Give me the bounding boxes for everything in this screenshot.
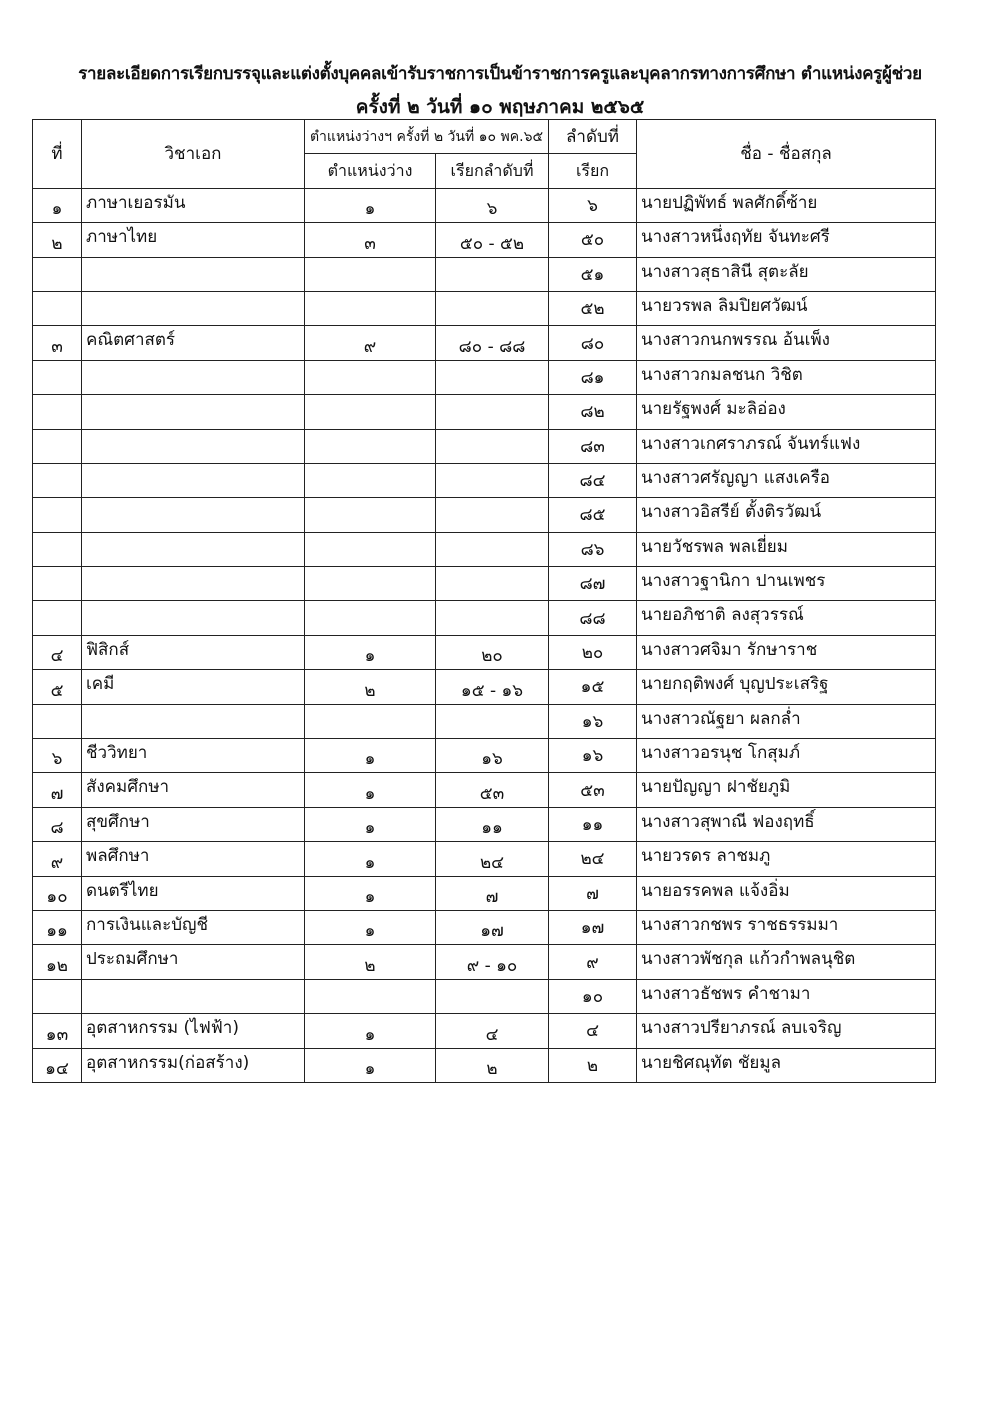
major-cell (82, 360, 305, 394)
call-range-cell (436, 257, 549, 291)
vacancy-cell: ๑ (305, 807, 436, 841)
vacancy-cell (305, 429, 436, 463)
rank-cell: ๔ (549, 1014, 637, 1048)
table-row (33, 807, 936, 841)
name-cell: นางสาวศรัญญา แสงเครือ (637, 463, 936, 497)
major-cell (82, 979, 305, 1013)
rank-cell: ๘๒ (549, 395, 637, 429)
header-no: ที่ (33, 120, 82, 189)
rank-cell: ๘๖ (549, 532, 637, 566)
row-number: ๗ (33, 773, 82, 807)
rank-cell: ๕๒ (549, 291, 637, 325)
call-range-cell (436, 601, 549, 635)
call-range-cell: ๒ (436, 1048, 549, 1082)
major-cell: สังคมศึกษา (82, 773, 305, 807)
call-range-cell: ๙ - ๑๐ (436, 945, 549, 979)
name-cell: นายชิศณุทัต ชัยมูล (637, 1048, 936, 1082)
table-row (33, 601, 936, 635)
table-row (33, 1048, 936, 1082)
name-cell: นายปฏิพัทธ์ พลศักดิ์ซ้าย (637, 188, 936, 222)
call-range-cell (436, 395, 549, 429)
row-number: ๑๔ (33, 1048, 82, 1082)
header-call-range: เรียกลำดับที่ (436, 154, 549, 188)
name-cell: นางสาวปรียาภรณ์ ลบเจริญ (637, 1014, 936, 1048)
vacancy-cell: ๑ (305, 1014, 436, 1048)
name-cell: นางสาวหนึ่งฤทัย จันทะศรี (637, 223, 936, 257)
vacancy-cell: ๒ (305, 670, 436, 704)
call-range-cell: ๑๑ (436, 807, 549, 841)
row-number: ๑ (33, 188, 82, 222)
header-name: ชื่อ - ชื่อสกุล (637, 120, 936, 189)
call-range-cell: ๖ (436, 188, 549, 222)
major-cell: อุตสาหกรรม (ไฟฟ้า) (82, 1014, 305, 1048)
rank-cell: ๑๑ (549, 807, 637, 841)
major-cell: คณิตศาสตร์ (82, 326, 305, 360)
vacancy-cell (305, 257, 436, 291)
call-range-cell: ๑๖ (436, 739, 549, 773)
call-range-cell: ๗ (436, 876, 549, 910)
rank-cell: ๑๐ (549, 979, 637, 1013)
vacancy-cell: ๑ (305, 188, 436, 222)
table-row (33, 498, 936, 532)
name-cell: นายรัฐพงศ์ มะลิอ่อง (637, 395, 936, 429)
major-cell: พลศึกษา (82, 842, 305, 876)
major-cell: ประถมศึกษา (82, 945, 305, 979)
name-cell: นายอภิชาติ ลงสุวรรณ์ (637, 601, 936, 635)
name-cell: นางสาวสุธาสินี สุตะลัย (637, 257, 936, 291)
row-number (33, 291, 82, 325)
vacancy-cell (305, 532, 436, 566)
row-number: ๑๒ (33, 945, 82, 979)
table-row (33, 773, 936, 807)
major-cell (82, 463, 305, 497)
table-row (33, 291, 936, 325)
call-range-cell: ๔ (436, 1014, 549, 1048)
vacancy-cell: ๓ (305, 223, 436, 257)
row-number (33, 395, 82, 429)
document-subtitle: ครั้งที่ ๒ วันที่ ๑๐ พฤษภาคม ๒๕๖๕ (355, 96, 645, 118)
row-number: ๖ (33, 739, 82, 773)
table-row (33, 635, 936, 669)
name-cell: นายปัญญา ฝาชัยภูมิ (637, 773, 936, 807)
call-range-cell: ๑๗ (436, 910, 549, 944)
rank-cell: ๘๕ (549, 498, 637, 532)
call-range-cell (436, 704, 549, 738)
table-row (33, 910, 936, 944)
major-cell (82, 567, 305, 601)
major-cell (82, 704, 305, 738)
row-number (33, 532, 82, 566)
header-vacancy: ตำแหน่งว่าง (305, 154, 436, 188)
name-cell: นางสาวกชพร ราชธรรมมา (637, 910, 936, 944)
row-number: ๙ (33, 842, 82, 876)
major-cell (82, 601, 305, 635)
row-number (33, 498, 82, 532)
rank-cell: ๙ (549, 945, 637, 979)
row-number (33, 257, 82, 291)
major-cell: เคมี (82, 670, 305, 704)
major-cell: ชีววิทยา (82, 739, 305, 773)
name-cell: นางสาวสุพาณี ฟองฤทธิ์ (637, 807, 936, 841)
name-cell: นางสาวกมลชนก วิชิต (637, 360, 936, 394)
vacancy-cell: ๑ (305, 1048, 436, 1082)
table-body (33, 188, 936, 1082)
name-cell: นางสาวอรนุช โกสุมภ์ (637, 739, 936, 773)
call-range-cell (436, 360, 549, 394)
row-number: ๔ (33, 635, 82, 669)
header-major: วิชาเอก (82, 120, 305, 189)
table-row (33, 429, 936, 463)
call-range-cell (436, 291, 549, 325)
table-row (33, 395, 936, 429)
table-row (33, 223, 936, 257)
name-cell: นางสาวศจิมา รักษาราช (637, 635, 936, 669)
table-row (33, 945, 936, 979)
table-row (33, 670, 936, 704)
table-row (33, 188, 936, 222)
rank-cell: ๘๔ (549, 463, 637, 497)
table-row (33, 876, 936, 910)
table-row (33, 257, 936, 291)
document-title: รายละเอียดการเรียกบรรจุและแต่งตั้งบุคคลเข้ารับราชการเป็นข้าราชการครูและบุคลากรทางการศึกษา ตำแหน่งครูผู้ช่วย (78, 64, 922, 84)
vacancy-cell: ๑ (305, 739, 436, 773)
row-number: ๑๐ (33, 876, 82, 910)
major-cell (82, 429, 305, 463)
row-number: ๑๑ (33, 910, 82, 944)
row-number: ๓ (33, 326, 82, 360)
vacancy-cell: ๑ (305, 910, 436, 944)
name-cell: นายกฤติพงศ์ บุญประเสริฐ (637, 670, 936, 704)
table-row (33, 1014, 936, 1048)
vacancy-cell (305, 601, 436, 635)
major-cell (82, 395, 305, 429)
vacancy-cell (305, 567, 436, 601)
rank-cell: ๒๔ (549, 842, 637, 876)
rank-cell: ๒ (549, 1048, 637, 1082)
rank-cell: ๕๑ (549, 257, 637, 291)
table-row (33, 567, 936, 601)
table-row (33, 360, 936, 394)
row-number (33, 463, 82, 497)
major-cell (82, 532, 305, 566)
major-cell: สุขศึกษา (82, 807, 305, 841)
table-row (33, 842, 936, 876)
call-range-cell: ๕๐ - ๕๒ (436, 223, 549, 257)
name-cell: นางสาวธัชพร คำชามา (637, 979, 936, 1013)
major-cell: ฟิสิกส์ (82, 635, 305, 669)
major-cell: ดนตรีไทย (82, 876, 305, 910)
major-cell: อุตสาหกรรม(ก่อสร้าง) (82, 1048, 305, 1082)
call-range-cell: ๒๐ (436, 635, 549, 669)
major-cell (82, 498, 305, 532)
call-range-cell (436, 429, 549, 463)
rank-cell: ๘๗ (549, 567, 637, 601)
row-number: ๑๓ (33, 1014, 82, 1048)
row-number (33, 601, 82, 635)
row-number (33, 979, 82, 1013)
vacancy-cell (305, 979, 436, 1013)
call-range-cell: ๘๐ - ๘๘ (436, 326, 549, 360)
vacancy-cell: ๑ (305, 876, 436, 910)
vacancy-cell: ๑ (305, 842, 436, 876)
name-cell: นางสาวพัชกุล แก้วกำพลนุชิต (637, 945, 936, 979)
table-row (33, 979, 936, 1013)
name-cell: นางสาวกนกพรรณ อ้นเพ็ง (637, 326, 936, 360)
row-number: ๘ (33, 807, 82, 841)
vacancy-cell: ๑ (305, 635, 436, 669)
rank-cell: ๗ (549, 876, 637, 910)
vacancy-cell (305, 498, 436, 532)
rank-cell: ๘๓ (549, 429, 637, 463)
call-range-cell (436, 567, 549, 601)
name-cell: นางสาวเกศราภรณ์ จันทร์แฟง (637, 429, 936, 463)
vacancy-cell: ๑ (305, 773, 436, 807)
name-cell: นางสาวอิสรีย์ ตั้งติรวัฒน์ (637, 498, 936, 532)
rank-cell: ๘๐ (549, 326, 637, 360)
vacancy-cell (305, 360, 436, 394)
table-row (33, 463, 936, 497)
rank-cell: ๘๘ (549, 601, 637, 635)
header-vacancy-group: ตำแหน่งว่างฯ ครั้งที่ ๒ วันที่ ๑๐ พค.๖๕ (305, 120, 549, 154)
table-row (33, 739, 936, 773)
rank-cell: ๑๗ (549, 910, 637, 944)
major-cell (82, 291, 305, 325)
table-row (33, 704, 936, 738)
rank-cell: ๑๕ (549, 670, 637, 704)
major-cell: ภาษาเยอรมัน (82, 188, 305, 222)
rank-cell: ๖ (549, 188, 637, 222)
row-number (33, 704, 82, 738)
vacancy-cell (305, 291, 436, 325)
rank-cell: ๒๐ (549, 635, 637, 669)
header-rank-top: ลำดับที่ (549, 120, 637, 154)
rank-cell: ๑๖ (549, 704, 637, 738)
row-number (33, 567, 82, 601)
rank-cell: ๕๐ (549, 223, 637, 257)
name-cell: นางสาวฐานิกา ปานเพชร (637, 567, 936, 601)
rank-cell: ๘๑ (549, 360, 637, 394)
name-cell: นายวรพล ลิมปิยศวัฒน์ (637, 291, 936, 325)
row-number: ๒ (33, 223, 82, 257)
table-row (33, 532, 936, 566)
vacancy-cell (305, 463, 436, 497)
vacancy-cell (305, 395, 436, 429)
call-range-cell (436, 979, 549, 1013)
major-cell (82, 257, 305, 291)
vacancy-cell (305, 704, 436, 738)
table-row (33, 326, 936, 360)
name-cell: นางสาวณัฐยา ผลกล่ำ (637, 704, 936, 738)
appointment-table (32, 119, 936, 1083)
major-cell: การเงินและบัญชี (82, 910, 305, 944)
call-range-cell (436, 532, 549, 566)
name-cell: นายวรดร ลาชมภู (637, 842, 936, 876)
header-rank-bottom: เรียก (549, 154, 637, 188)
call-range-cell: ๕๓ (436, 773, 549, 807)
row-number (33, 360, 82, 394)
major-cell: ภาษาไทย (82, 223, 305, 257)
call-range-cell: ๒๔ (436, 842, 549, 876)
vacancy-cell: ๙ (305, 326, 436, 360)
vacancy-cell: ๒ (305, 945, 436, 979)
row-number: ๕ (33, 670, 82, 704)
call-range-cell (436, 498, 549, 532)
name-cell: นายวัชรพล พลเยี่ยม (637, 532, 936, 566)
call-range-cell (436, 463, 549, 497)
call-range-cell: ๑๕ - ๑๖ (436, 670, 549, 704)
row-number (33, 429, 82, 463)
rank-cell: ๕๓ (549, 773, 637, 807)
name-cell: นายอรรคพล แจ้งอิ่ม (637, 876, 936, 910)
rank-cell: ๑๖ (549, 739, 637, 773)
